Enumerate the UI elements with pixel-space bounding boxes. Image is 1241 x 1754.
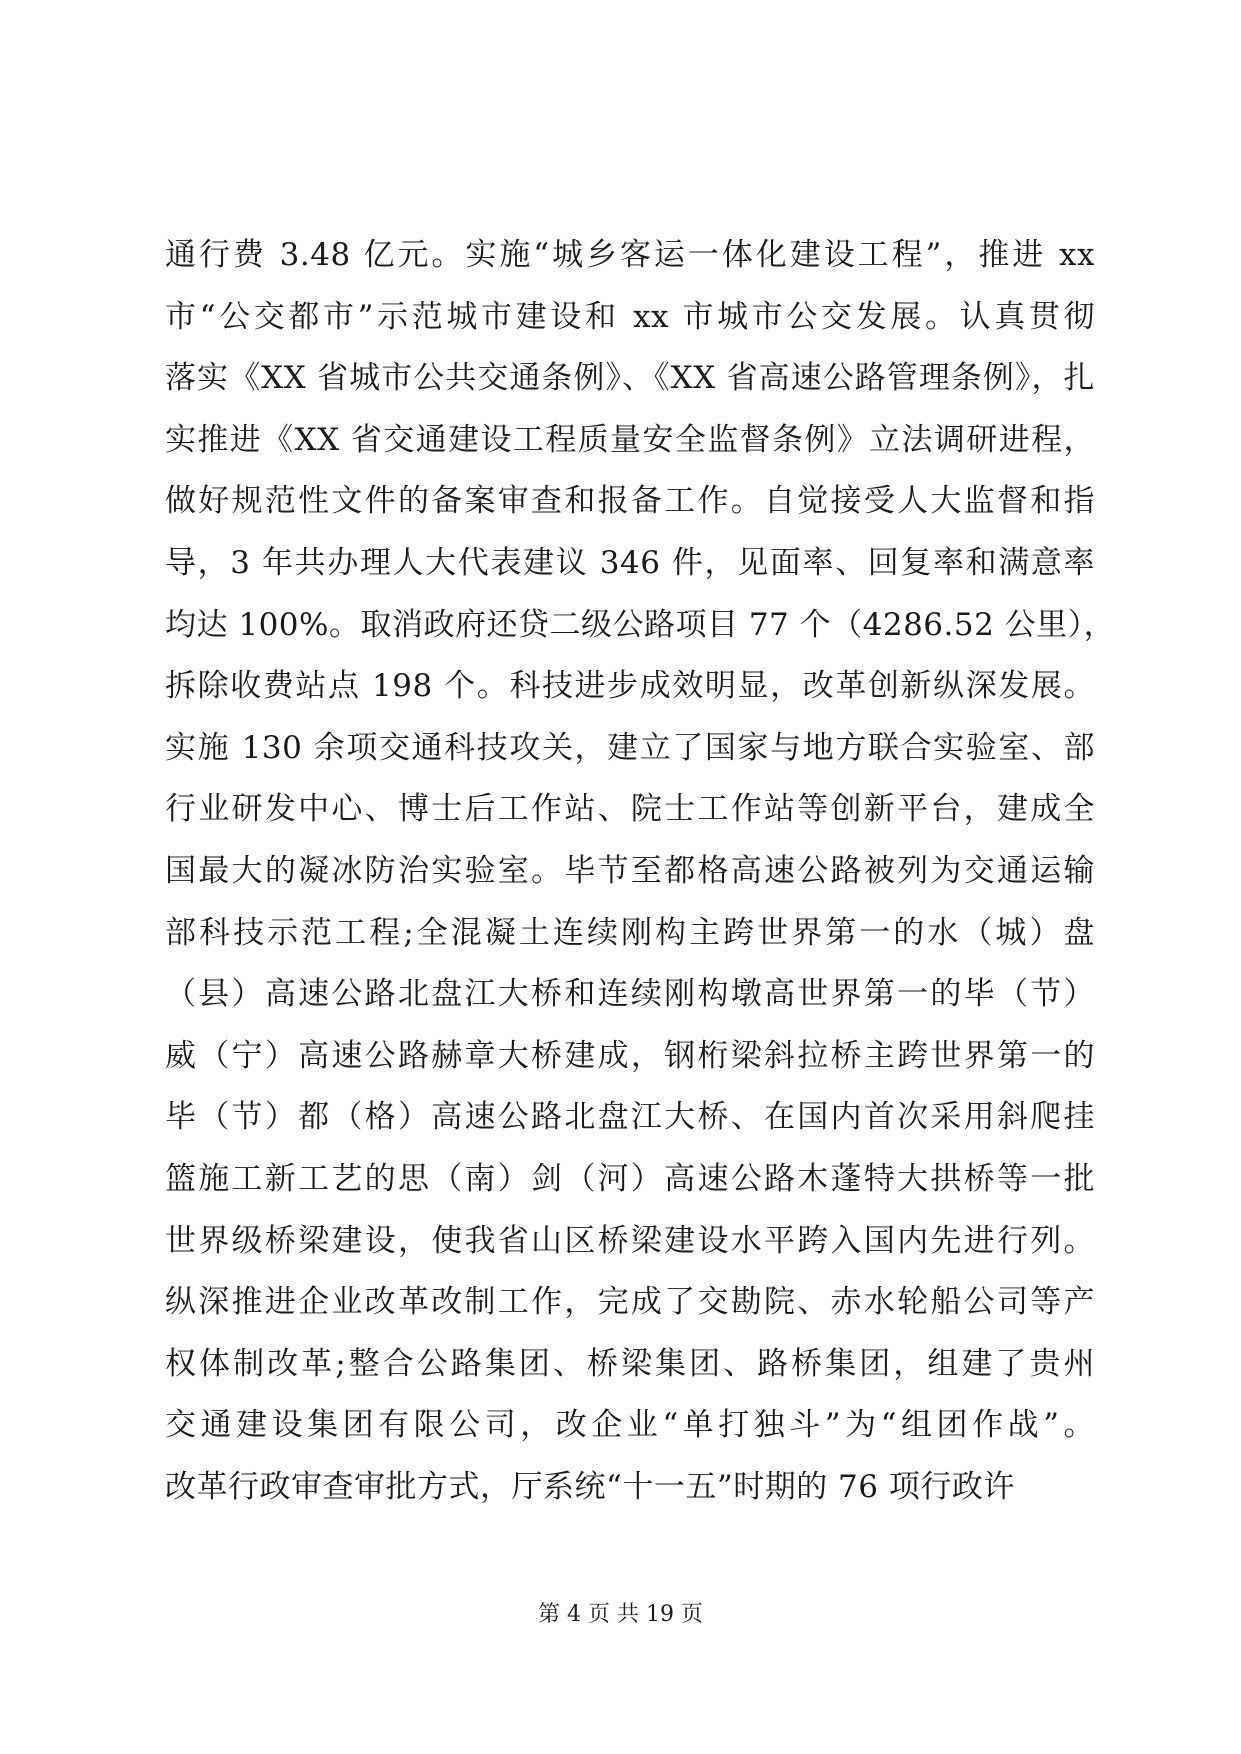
text-line: 部科技示范工程;全混凝土连续刚构主跨世界第一的水（城）盘 — [165, 914, 1095, 951]
text-line: 导，3 年共办理人大代表建议 346 件，见面率、回复率和满意率 — [165, 544, 1095, 581]
text-line: 交通建设集团有限公司，改企业“单打独斗”为“组团作战”。 — [165, 1407, 1095, 1444]
text-line: 实推进《XX 省交通建设工程质量安全监督条例》立法调研进程， — [165, 421, 1095, 458]
text-line: 改革行政审查审批方式，厅系统“十一五”时期的 76 项行政许 — [165, 1468, 1015, 1505]
text-line: 均达 100%。取消政府还贷二级公路项目 77 个（4286.52 公里）， — [165, 606, 1116, 643]
text-line: 拆除收费站点 198 个。科技进步成效明显，改革创新纵深发展。 — [165, 668, 1095, 705]
text-line: 威（宁）高速公路赫章大桥建成，钢桁梁斜拉桥主跨世界第一的 — [165, 1037, 1095, 1074]
text-line: 毕（节）都（格）高速公路北盘江大桥、在国内首次采用斜爬挂 — [165, 1099, 1095, 1136]
text-line: （县）高速公路北盘江大桥和连续刚构墩高世界第一的毕（节） — [165, 976, 1095, 1013]
text-line: 纵深推进企业改革改制工作，完成了交勘院、赤水轮船公司等产 — [165, 1284, 1095, 1321]
text-line: 世界级桥梁建设，使我省山区桥梁建设水平跨入国内先进行列。 — [165, 1222, 1095, 1259]
page-number-label: 第 4 页 共 19 页 — [538, 1602, 703, 1627]
page-footer — [0, 1600, 1241, 1630]
text-line: 国最大的凝冰防治实验室。毕节至都格高速公路被列为交通运输 — [165, 852, 1095, 889]
body-text — [165, 225, 1116, 1518]
text-line: 权体制改革;整合公路集团、桥梁集团、路桥集团，组建了贵州 — [165, 1345, 1095, 1382]
text-line: 做好规范性文件的备案审查和报备工作。自觉接受人大监督和指 — [165, 483, 1095, 520]
text-line: 落实《XX 省城市公共交通条例》、《XX 省高速公路管理条例》，扎 — [165, 360, 1095, 397]
text-line: 实施 130 余项交通科技攻关，建立了国家与地方联合实验室、部 — [165, 729, 1095, 766]
text-line: 通行费 3.48 亿元。实施“城乡客运一体化建设工程”，推进 xx — [165, 237, 1095, 273]
text-line: 篮施工新工艺的思（南）剑（河）高速公路木蓬特大拱桥等一批 — [165, 1160, 1095, 1197]
text-line: 市“公交都市”示范城市建设和 xx 市城市公交发展。认真贯彻 — [165, 298, 1095, 335]
text-line: 行业研发中心、博士后工作站、院士工作站等创新平台，建成全 — [165, 791, 1095, 828]
